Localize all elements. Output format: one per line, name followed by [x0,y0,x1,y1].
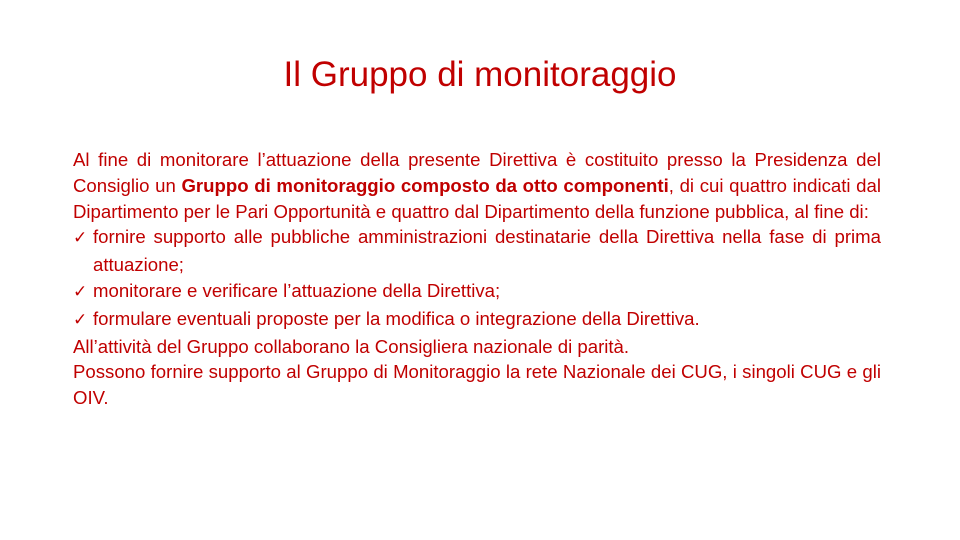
intro-text-bold: Gruppo di monitoraggio composto da otto componenti [181,174,669,196]
checkmark-icon: ✓ [73,309,88,330]
bullet-item-3 [73,306,881,334]
collaboration-paragraph: All’attività del Gruppo collaborano la Consigliera nazionale di parità. [73,335,630,357]
checkmark-icon: ✓ [73,228,88,249]
intro-text-part1: Al fine di monitorare l’attuazione della presente Direttiva è costituito presso la Presidenza del Consiglio un [73,149,881,196]
slide-body [73,147,881,411]
bullet-item-2 [73,278,881,306]
bullet-text-2: monitorare e verificare l’attuazione della Direttiva; [93,279,501,301]
bullet-text-1: fornire supporto alle pubbliche amministrazioni destinatarie della Direttiva nella fase di prima attuazione; [93,226,881,276]
support-paragraph: Possono fornire supporto al Gruppo di Monitoraggio la rete Nazionale dei CUG, i singoli CUG e gli OIV. [73,361,881,409]
intro-paragraph [73,147,881,224]
bullet-text-3: formulare eventuali proposte per la modifica o integrazione della Direttiva. [93,307,700,329]
checkmark-icon: ✓ [73,281,88,302]
bullet-item-1 [73,224,881,278]
slide-title: Il Gruppo di monitoraggio [283,55,677,94]
intro-text-part2: , di cui quattro indicati dal Dipartimento per le Pari Opportunità e quattro dal Dipartimento della funzione pubblica, al fine di: [73,174,881,222]
